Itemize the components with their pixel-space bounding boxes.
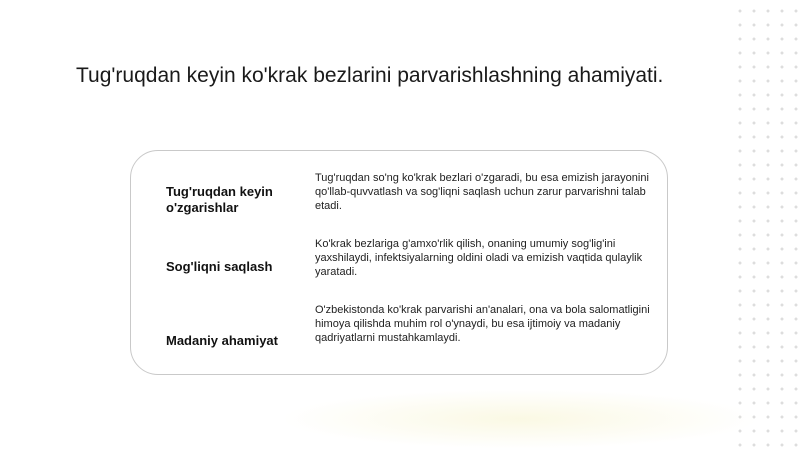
row-description: Ko'krak bezlariga g'amxo'rlik qilish, onaning umumiy sog'lig'ini yaxshilaydi, infektsiyalarning oldini oladi va emizish vaqtida qulaylik yaratadi. — [315, 238, 643, 278]
background-glow — [280, 389, 760, 449]
slide-title: Tug'ruqdan keyin ko'krak bezlarini parvarishlashning ahamiyati. — [76, 64, 664, 87]
row-label: Madaniy ahamiyat — [166, 333, 278, 348]
row-description: Tug'ruqdan so'ng ko'krak bezlari o'zgaradi, bu esa emizish jarayonini qo'llab-quvvatlash va sog'liqni saqlash uchun zarur parvarishni talab etadi. — [315, 172, 649, 212]
dot-pattern-decoration — [730, 0, 800, 449]
row-description: O'zbekistonda ko'krak parvarishi an'analari, ona va bola salomatligini himoya qilishda muhim rol o'ynaydi, bu esa ijtimoiy va madaniy qadriyatlarni mustahkamlaydi. — [315, 304, 650, 344]
row-label: Sog'liqni saqlash — [166, 259, 273, 274]
row-label: Tug'ruqdan keyin o'zgarishlar — [166, 184, 273, 215]
info-card — [130, 150, 668, 375]
